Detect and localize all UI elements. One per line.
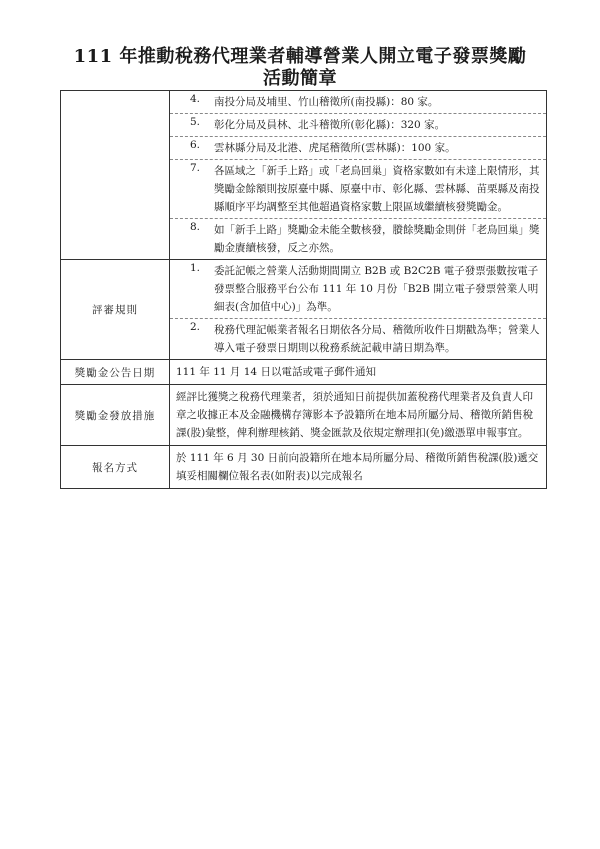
item-number: 4. [189, 93, 200, 105]
list-item [170, 114, 546, 137]
document-subtitle: 活動簡章 [263, 68, 337, 89]
item-number: 1. [189, 262, 200, 274]
item-text: 彰化分局及員林、北斗稽徵所(彰化縣)：320 家。 [214, 119, 446, 131]
item-text: 如「新手上路」獎勵金未能全數核發，賸餘獎勵金則併「老鳥回巢」獎勵金賡續核發，反之亦然。 [214, 224, 540, 254]
announce-label: 獎勵金公告日期 [61, 360, 170, 385]
announce-row [61, 360, 547, 385]
list-item [170, 260, 546, 319]
award-label [61, 91, 170, 260]
item-number: 6. [189, 139, 200, 151]
signup-label: 報名方式 [61, 446, 170, 489]
item-text: 稅務代理記帳業者報名日期依各分局、稽徵所收件日期戳為準；營業人導入電子發票日期則以稅務系統記載申請日期為準。 [214, 324, 540, 354]
rules-table [60, 90, 547, 489]
signup-text: 於 111 年 6 月 30 日前向設籍所在地本局所屬分局、稽徵所銷售稅課(股)遞交填妥相關欄位報名表(如附表)以完成報名 [176, 452, 539, 482]
review-items [170, 260, 547, 360]
announce-text: 111 年 11 月 14 日以電話或電子郵件通知 [176, 366, 376, 378]
payment-row [61, 385, 547, 446]
item-text: 南投分局及埔里、竹山稽徵所(南投縣)：80 家。 [214, 96, 439, 108]
item-number: 2. [189, 321, 200, 333]
payment-text: 經評比獲獎之稅務代理業者，須於通知日前提供加蓋稅務代理業者及負責人印章之收據正本及金融機構存簿影本予設籍所在地本局所屬分局、稽徵所銷售稅課(股)彙整，俾利辦理核銷、獎金匯款及依規定辦理扣(免)繳憑單申報事宜。 [176, 391, 533, 439]
award-row [61, 91, 547, 260]
item-text: 雲林縣分局及北港、虎尾稽徵所(雲林縣)：100 家。 [214, 142, 456, 154]
list-item [170, 160, 546, 219]
document-title: 111 年推動稅務代理業者輔導營業人開立電子發票獎勵 [73, 46, 527, 67]
review-row [61, 260, 547, 360]
payment-label: 獎勵金發放措施 [61, 385, 170, 446]
review-label: 評審規則 [61, 260, 170, 360]
list-item [170, 91, 546, 114]
item-text: 各區域之「新手上路」或「老鳥回巢」資格家數如有未達上限情形，其獎勵金餘額則按原臺中縣、原臺中市、彰化縣、雲林縣、苗栗縣及南投縣順序平均調整至其他超過資格家數上限區域繼續核發獎勵金。 [214, 165, 540, 213]
award-items [170, 91, 547, 260]
signup-row [61, 446, 547, 489]
list-item [170, 319, 546, 359]
list-item [170, 137, 546, 160]
item-number: 7. [189, 162, 200, 174]
item-text: 委託記帳之營業人活動期間開立 B2B 或 B2C2B 電子發票張數按電子發票整合服務平台公布 111 年 10 月份「B2B 開立電子發票營業人明細表(含加值中心)」為準。 [214, 265, 539, 313]
item-number: 8. [189, 221, 200, 233]
list-item [170, 219, 546, 259]
item-number: 5. [189, 116, 200, 128]
